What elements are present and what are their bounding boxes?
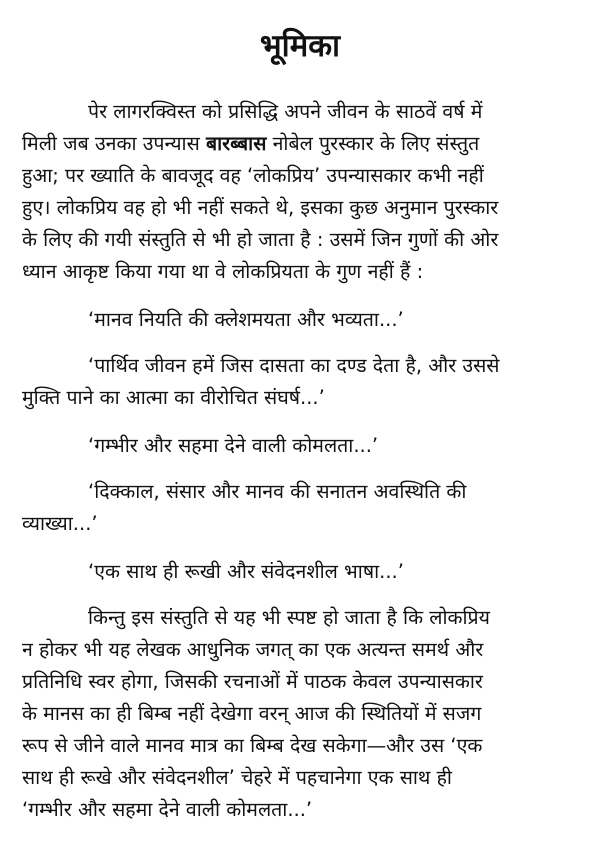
- quote-2-line-2: मुक्ति पाने का आत्मा का वीरोचित संघर्ष...’: [22, 386, 325, 409]
- para2-line-1: किन्तु इस संस्तुति से यह भी स्पष्ट हो जाता है कि लोकप्रिय: [88, 606, 490, 629]
- para1-line-1: पेर लागरक्विस्त को प्रसिद्धि अपने जीवन के साठवें वर्ष में: [88, 100, 483, 123]
- para1-line-2-text-a: मिली जब उनका उपन्यास: [22, 132, 206, 155]
- para2-line-7: ‘गम्भीर और सहमा देने वाली कोमलता...’: [22, 798, 313, 821]
- page-title: भूमिका: [259, 28, 341, 64]
- quote-2-line-1: ‘पार्थिव जीवन हमें जिस दासता का दण्ड देता है, और उससे: [88, 354, 500, 377]
- para1-line-2-text-b: नोबेल पुरस्कार के लिए संस्तुत: [266, 132, 480, 155]
- quote-5: ‘एक साथ ही रूखी और संवेदनशील भाषा...’: [88, 560, 404, 583]
- para2-line-4: के मानस का ही बिम्ब नहीं देखेगा वरन् आज की स्थितियों में सजग: [22, 702, 482, 725]
- para2-line-5: रूप से जीने वाले मानव मात्र का बिम्ब देख सकेगा—और उस ‘एक: [22, 734, 483, 757]
- para2-line-6: साथ ही रूखे और संवेदनशील’ चेहरे में पहचानेगा एक साथ ही: [22, 766, 452, 789]
- para1-line-4: हुए। लोकप्रिय वह हो भी नहीं सकते थे, इसका कुछ अनुमान पुरस्कार: [22, 196, 499, 219]
- para1-line-3: हुआ; पर ख्याति के बावजूद वह ‘लोकप्रिय’ उपन्यासकार कभी नहीं: [22, 164, 484, 187]
- book-title-barabbas: बारब्बास: [205, 132, 267, 155]
- para1-line-5: के लिए की गयी संस्तुति से भी हो जाता है : उसमें जिन गुणों की ओर: [22, 228, 499, 251]
- quote-4-line-2: व्याख्या...’: [22, 512, 98, 535]
- quote-3: ‘गम्भीर और सहमा देने वाली कोमलता...’: [88, 434, 379, 457]
- quote-4-line-1: ‘दिक्काल, संसार और मानव की सनातन अवस्थिति की: [88, 480, 467, 503]
- para2-line-2: न होकर भी यह लेखक आधुनिक जगत् का एक अत्यन्त समर्थ और: [22, 638, 484, 661]
- para1-line-2: [22, 130, 479, 158]
- para2-line-3: प्रतिनिधि स्वर होगा, जिसकी रचनाओं में पाठक केवल उपन्यासकार: [22, 670, 483, 693]
- para1-line-6: ध्यान आकृष्ट किया गया था वे लोकप्रियता के गुण नहीं हैं :: [22, 260, 424, 283]
- quote-1: ‘मानव नियति की क्लेशमयता और भव्यता...’: [88, 308, 404, 331]
